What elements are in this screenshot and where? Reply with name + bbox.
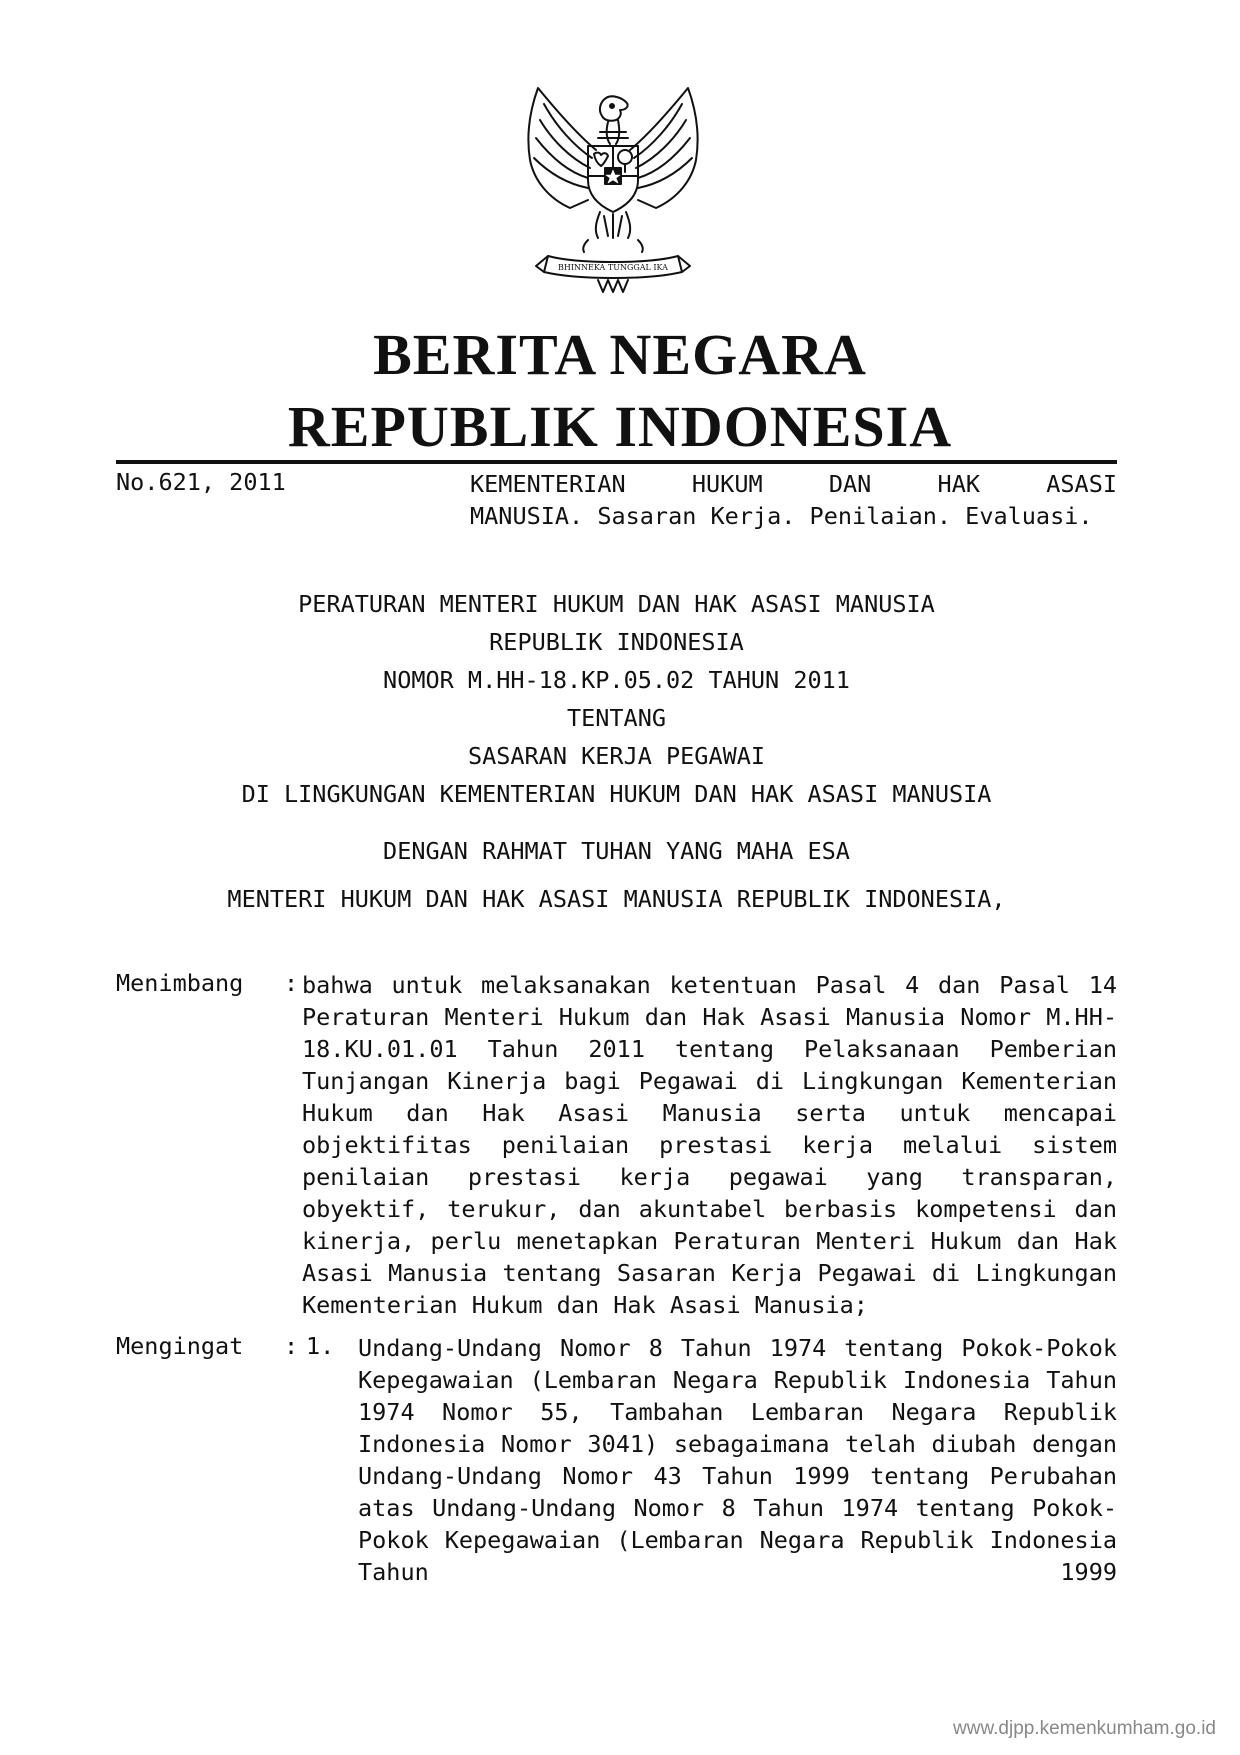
regulation-title-line: PERATURAN MENTERI HUKUM DAN HAK ASASI MANUSIA [298, 590, 935, 618]
gazette-subject-line2: MANUSIA. Sasaran Kerja. Penilaian. Evaluasi. [470, 502, 1093, 530]
regulation-title-line: DI LINGKUNGAN KEMENTERIAN HUKUM DAN HAK ASASI MANUSIA [241, 780, 992, 808]
masthead-title-line2: REPUBLIK INDONESIA [287, 394, 953, 459]
considering-colon: : [284, 969, 299, 997]
footer-url: www.djpp.kemenkumham.go.id [953, 1718, 1216, 1739]
gazette-subject [470, 468, 1117, 532]
masthead-title-line1: BERITA NEGARA [373, 322, 867, 387]
gazette-subject-line1: KEMENTERIAN HUKUM DAN HAK ASASI [470, 470, 1117, 498]
preamble-line: DENGAN RAHMAT TUHAN YANG MAHA ESA [383, 837, 850, 865]
recalling-colon: : [284, 1332, 299, 1360]
regulation-title [116, 585, 1117, 813]
recalling-item-text: Undang-Undang Nomor 8 Tahun 1974 tentang Pokok-Pokok Kepegawaian (Lembaran Negara Republik Indonesia Tahun 1974 Nomor 55, Tambahan Lembaran Negara Republik Indonesia Nomor 3041) sebagaimana telah diubah dengan Undang-Undang Nomor 43 Tahun 1999 tentang Perubahan atas Undang-Undang Nomor 8 Tahun 1974 tentang Pokok-Pokok Kepegawaian (Lembaran Negara Republik Indonesia Tahun 1999 [358, 1334, 1117, 1586]
masthead-divider [116, 460, 1117, 464]
gazette-number: No.621, 2011 [116, 468, 286, 496]
regulation-title-line: TENTANG [566, 704, 667, 732]
regulation-title-line: REPUBLIK INDONESIA [489, 628, 744, 656]
recalling-label: Mengingat [116, 1332, 244, 1360]
preamble-line: MENTERI HUKUM DAN HAK ASASI MANUSIA REPUBLIK INDONESIA, [227, 885, 1006, 913]
preamble [116, 827, 1117, 923]
regulation-title-line: SASARAN KERJA PEGAWAI [467, 742, 766, 770]
recalling-item-number: 1. [306, 1332, 335, 1360]
emblem-motto: BHINNEKA TUNGGAL IKA [558, 263, 668, 272]
considering-text: bahwa untuk melaksanakan ketentuan Pasal 4 dan Pasal 14 Peraturan Menteri Hukum dan Hak Asasi Manusia Nomor M.HH-18.KU.01.01 Tahun 2011 tentang Pelaksanaan Pemberian Tunjangan Kinerja bagi Pegawai di Lingkungan Kementerian Hukum dan Hak Asasi Manusia serta untuk mencapai objektifitas penilaian prestasi kerja melalui sistem penilaian prestasi kerja pegawai yang transparan, obyektif, terukur, dan akuntabel berbasis kompetensi dan kinerja, perlu menetapkan Peraturan Menteri Hukum dan Hak Asasi Manusia tentang Sasaran Kerja Pegawai di Lingkungan Kementerian Hukum dan Hak Asasi Manusia; [302, 971, 1117, 1319]
considering-label: Menimbang [116, 969, 244, 997]
regulation-title-line: NOMOR M.HH-18.KP.05.02 TAHUN 2011 [383, 666, 850, 694]
garuda-emblem-icon [508, 80, 718, 295]
